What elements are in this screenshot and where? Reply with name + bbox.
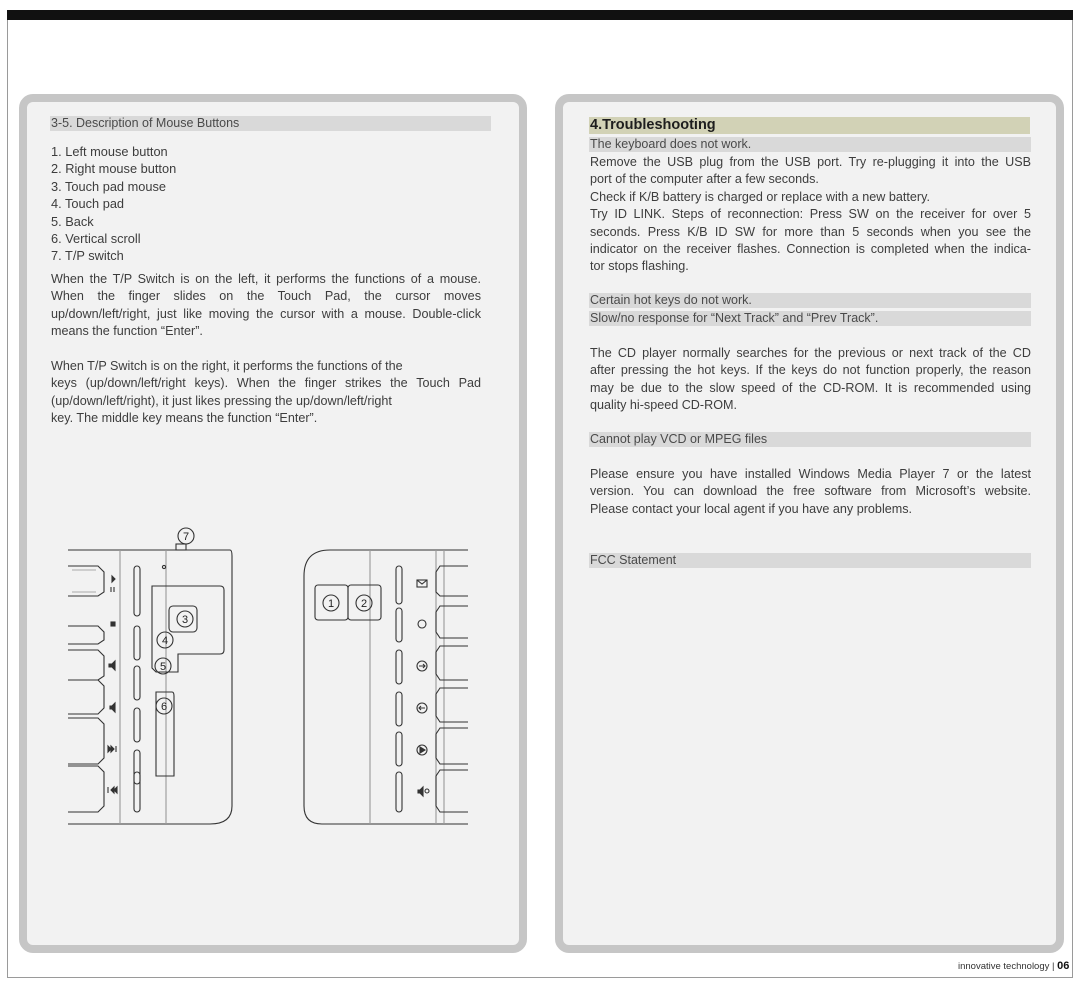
paragraph-line: version. You can download the free software from Microsoft’s website. [590,484,1031,499]
callout-label: 4 [161,635,169,647]
paragraph-line: When T/P Switch is on the right, it performs the functions of the [51,359,403,373]
paragraph-line: after pressing the hot keys. If the keys do not function properly, the reason [590,363,1031,378]
issue-hotkeys-heading: Certain hot keys do not work. [589,293,1031,308]
paragraph-line: When the finger slides on the Touch Pad, the cursor moves [51,289,481,304]
paragraph-line: Please ensure you have installed Windows Media Player 7 or the latest [590,467,1031,481]
paragraph-line: may be due to the slow speed of the CD-ROM. It is recommended using [590,380,1031,395]
callout-label: 1 [327,598,335,610]
tp-switch-right-paragraph [51,358,481,428]
issue-vcd-heading: Cannot play VCD or MPEG files [589,432,1031,447]
callout-label: 3 [181,614,189,626]
page-footer [958,960,1069,972]
callout-label: 6 [160,701,168,713]
callout-label: 5 [159,661,167,673]
page-number: 06 [1057,960,1070,972]
paragraph-line: tor stops flashing. [590,259,689,274]
paragraph-line: keys (up/down/left/right keys). When the finger strikes the Touch Pad [51,376,481,391]
tp-switch-left-paragraph [51,271,481,341]
callout-label: 2 [360,598,368,610]
list-item: 3. Touch pad mouse [51,178,167,194]
paragraph-line: seconds. Press K/B ID SW for more than 5 seconds when you see the [590,224,1031,239]
keyboard-mouse-diagram [60,522,480,832]
mouse-button-list [51,143,176,265]
issue-keyboard-heading: The keyboard does not work. [589,137,1031,152]
list-item: 1. Left mouse button [51,144,168,159]
list-item: 4. Touch pad [51,196,125,212]
paragraph-line: key. The middle key means the function “Enter”. [51,411,318,426]
issue-track-heading: Slow/no response for “Next Track” and “Prev Track”. [589,311,1031,326]
top-bar [7,10,1073,20]
paragraph-line: Please contact your local agent if you have any problems. [590,501,913,516]
list-item: 2. Right mouse button [51,161,177,177]
paragraph-line: quality hi-speed CD-ROM. [590,398,737,413]
cd-player-paragraph [590,345,1031,415]
paragraph-line: up/down/left/right, just like moving the cursor with a mouse. Double-click [51,306,481,321]
callout-label: 7 [182,531,190,543]
paragraph-line: Try ID LINK. Steps of reconnection: Press SW on the receiver for over 5 [590,207,1031,222]
list-item: 7. T/P switch [51,248,124,264]
paragraph-line: indicator on the receiver flashes. Connection is completed when the indica- [590,242,1031,257]
paragraph-line: means the function “Enter”. [51,324,203,339]
list-item: 6. Vertical scroll [51,231,141,247]
footer-separator: | [1052,961,1055,972]
vcd-solution-paragraph [590,466,1031,518]
paragraph-line: Remove the USB plug from the USB port. Try re-plugging it into the USB [590,155,1031,169]
paragraph-line: The CD player normally searches for the previous or next track of the CD [590,346,1031,360]
footer-text: innovative technology [958,961,1050,972]
paragraph-line: (up/down/left/right), it just likes pressing the up/down/left/right [51,393,392,408]
paragraph-line: Check if K/B battery is charged or replace with a new battery. [590,189,930,204]
fcc-heading: FCC Statement [589,553,1031,568]
mouse-buttons-heading: 3-5. Description of Mouse Buttons [50,116,491,131]
keyboard-solution-paragraph [590,154,1031,276]
paragraph-line: port of the computer after a few seconds. [590,172,819,187]
list-item: 5. Back [51,213,94,229]
paragraph-line: When the T/P Switch is on the left, it performs the functions of a mouse. [51,272,481,286]
troubleshooting-title: 4.Troubleshooting [589,117,1030,134]
